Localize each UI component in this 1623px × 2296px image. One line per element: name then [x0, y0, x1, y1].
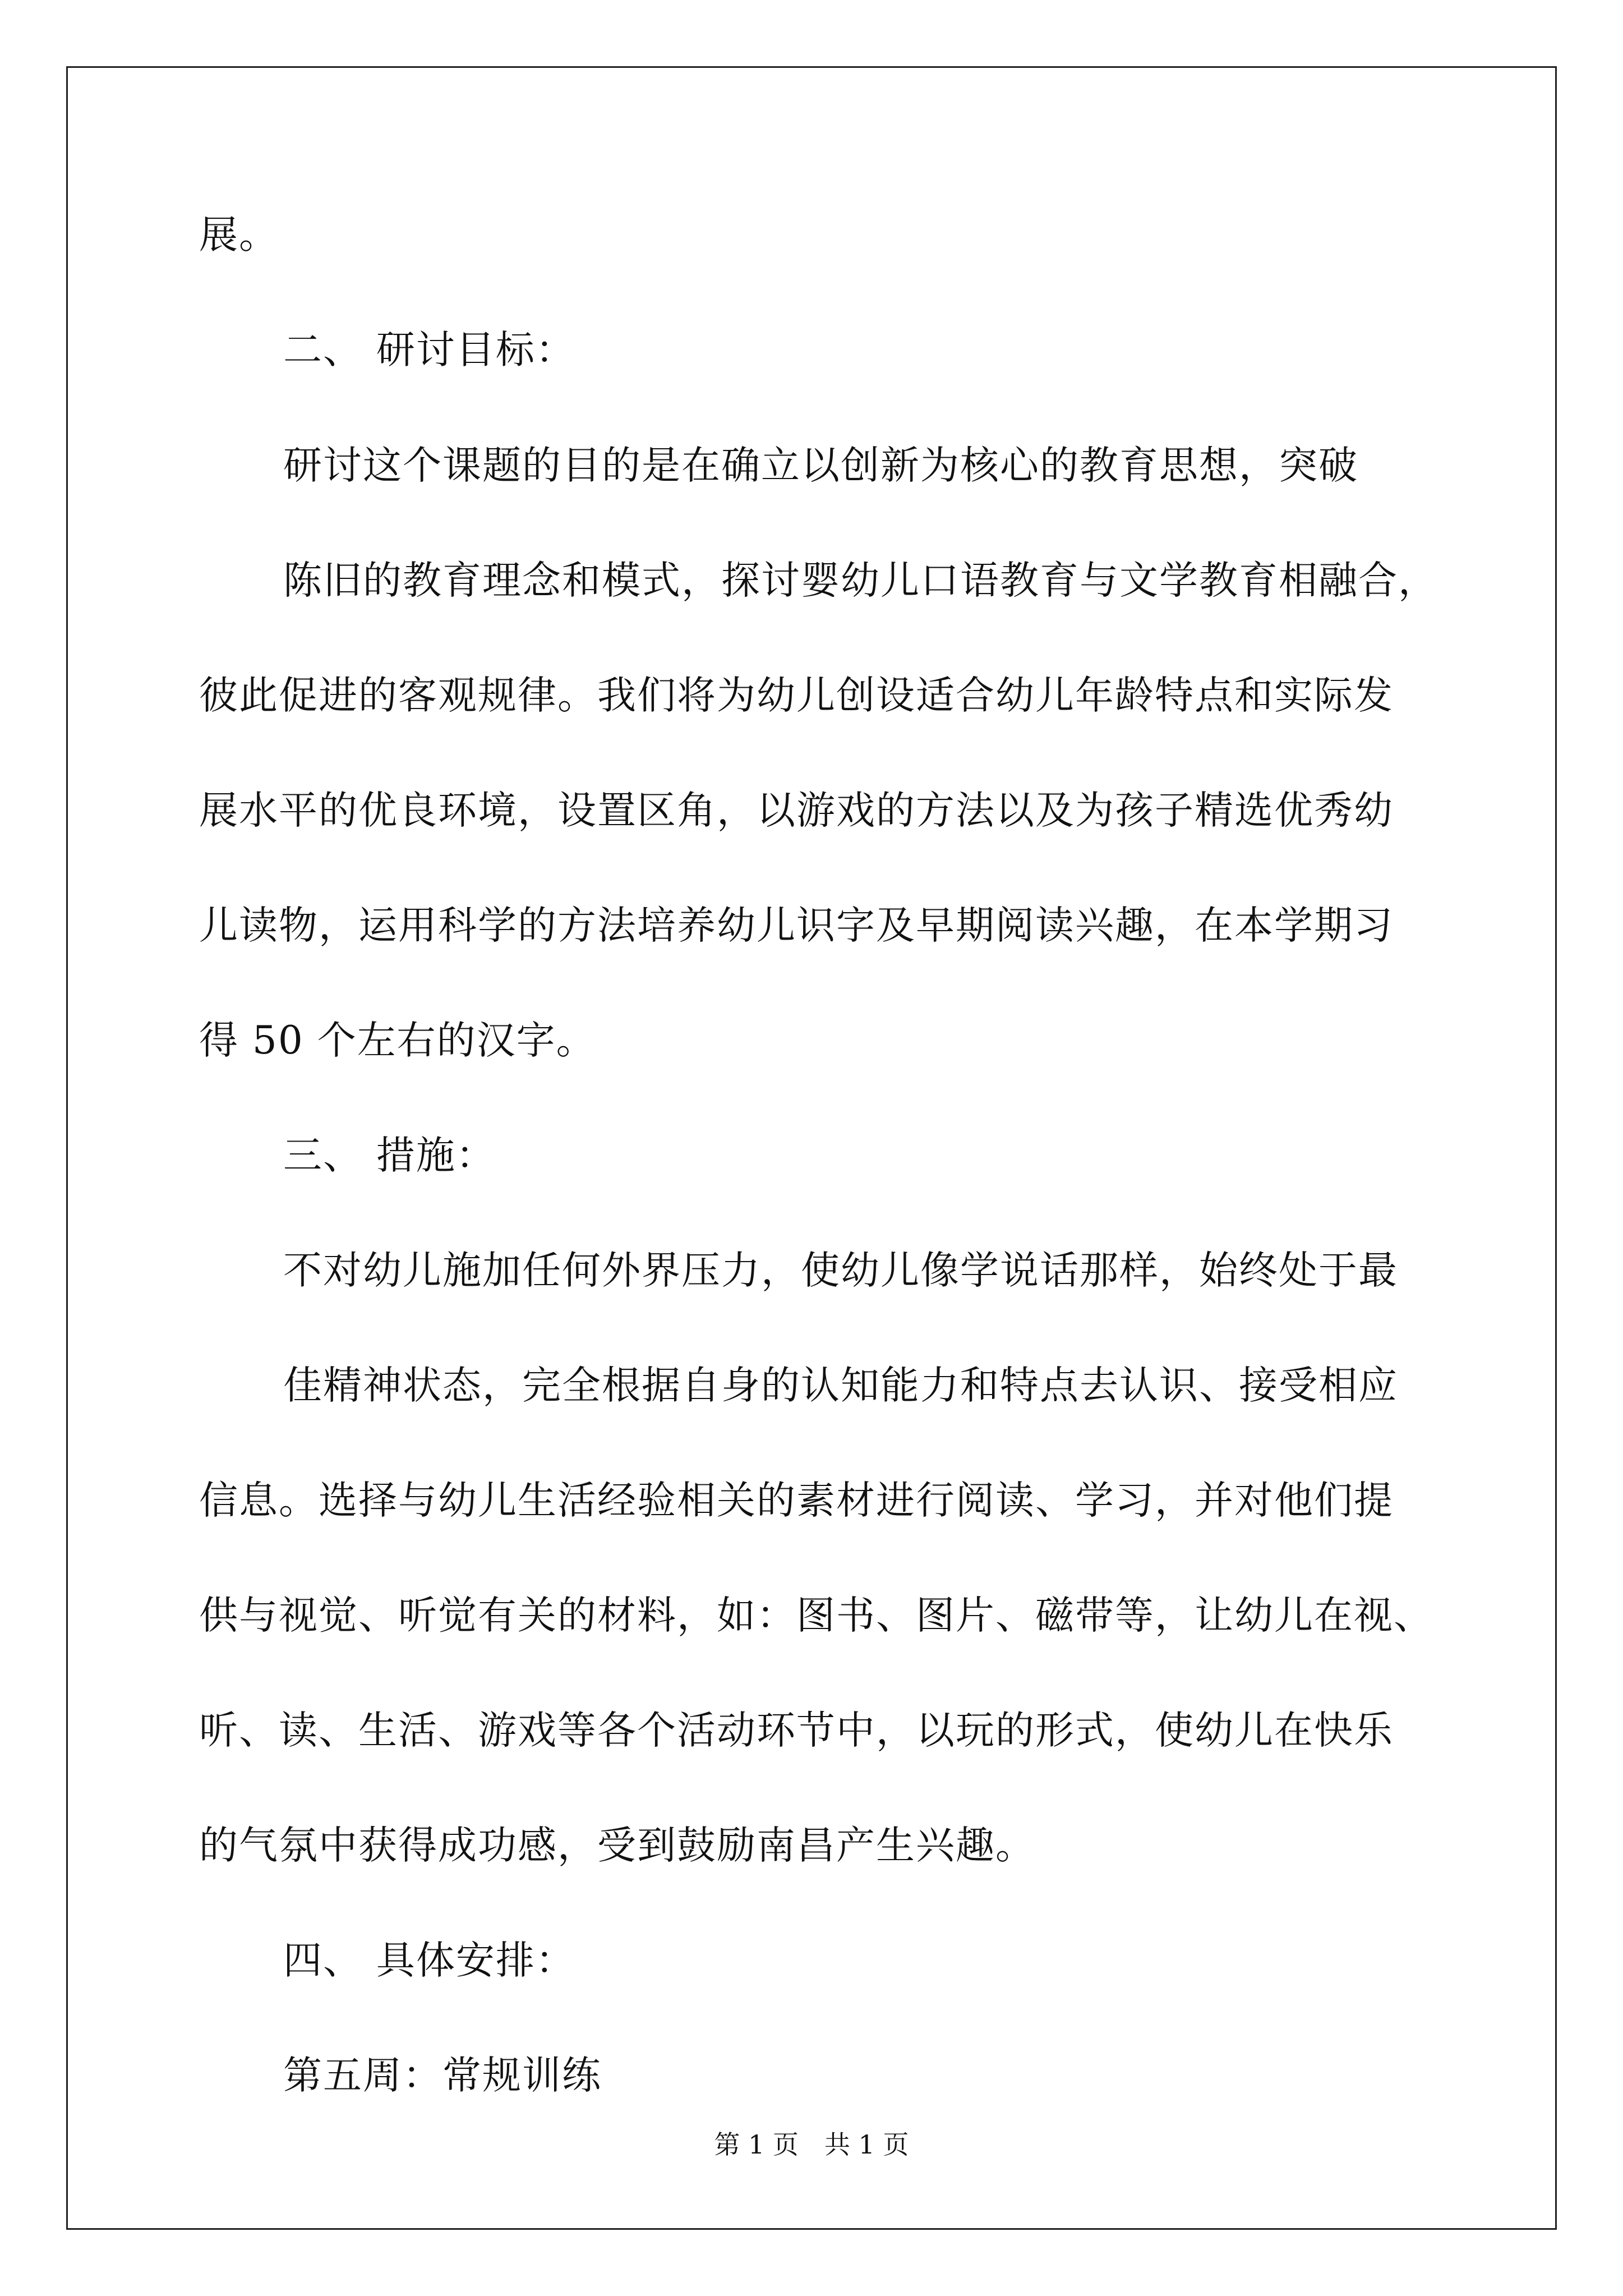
section-heading-measures: 三、 措施： [283, 1133, 496, 1178]
text-line: 的气氛中获得成功感，受到鼓励南昌产生兴趣。 [199, 1823, 1035, 1868]
text-line: 第五周：常规训练 [283, 2053, 602, 2098]
text-line: 展。 [199, 213, 279, 257]
text-line: 供与视觉、听觉有关的材料，如：图书、图片、磁带等，让幼儿在视、 [199, 1593, 1433, 1638]
text-line: 儿读物，运用科学的方法培养幼儿识字及早期阅读兴趣，在本学期习 [199, 903, 1394, 948]
text-line: 彼此促进的客观规律。我们将为幼儿创设适合幼儿年龄特点和实际发 [199, 673, 1394, 718]
text-line: 佳精神状态，完全根据自身的认知能力和特点去认识、接受相应 [283, 1363, 1398, 1408]
page-footer: 第 1 页 共 1 页 [714, 2129, 909, 2160]
section-heading-schedule: 四、 具体安排： [283, 1938, 575, 1983]
text-line: 不对幼儿施加任何外界压力，使幼儿像学说话那样，始终处于最 [283, 1248, 1398, 1293]
text-line: 展水平的优良环境，设置区角，以游戏的方法以及为孩子精选优秀幼 [199, 788, 1394, 833]
text-line: 听、读、生活、游戏等各个活动环节中，以玩的形式，使幼儿在快乐 [199, 1708, 1394, 1753]
text-line: 得 50 个左右的汉字。 [199, 1018, 596, 1063]
text-line: 陈旧的教育理念和模式，探讨婴幼儿口语教育与文学教育相融合， [283, 558, 1438, 603]
section-heading-goals: 二、 研讨目标： [283, 328, 575, 372]
text-line: 研讨这个课题的目的是在确立以创新为核心的教育思想，突破 [283, 443, 1358, 488]
text-line: 信息。选择与幼儿生活经验相关的素材进行阅读、学习，并对他们提 [199, 1478, 1394, 1523]
